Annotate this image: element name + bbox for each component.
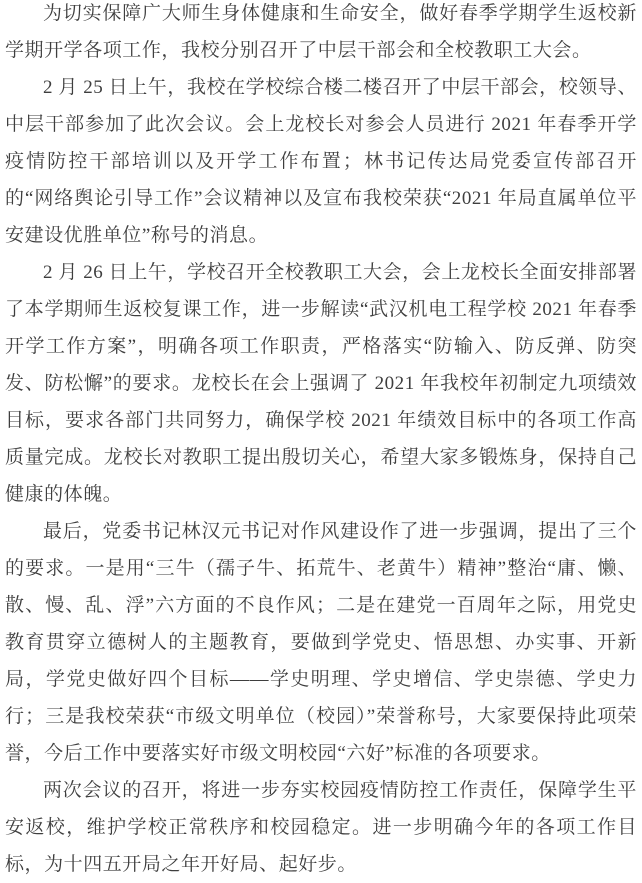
paragraph-work-style: 最后，党委书记林汉元书记对作风建设作了进一步强调，提出了三个的要求。一是用“三牛（孺子牛、拓荒牛、老黄牛）精神”整治“庸、懒、散、慢、乱、浮”六方面的不良作风；二是在建党一百周年之际，用党史教育贯穿立德树人的主题教育，要做到学党史、悟思想、办实事、开新局，学党史做好四个目标——学史明理、学史增信、学史崇德、学史力行；三是我校荣获“市级文明单位（校园）”荣誉称号，大家要保持此项荣誉，今后工作中要落实好市级文明校园“六好”标准的各项要求。 [5, 521, 637, 764]
paragraph-intro: 为切实保障广大师生身体健康和生命安全，做好春季学期学生返校新学期开学各项工作，我校分别召开了中层干部会和全校教职工大会。 [5, 3, 637, 61]
paragraph-cadre-meeting: 2 月 25 日上午，我校在学校综合楼二楼召开了中层干部会，校领导、中层干部参加了此次会议。会上龙校长对参会人员进行 2021 年春季开学疫情防控干部培训以及开学工作布置；林书记传达局党委宣传部召开的“网络舆论引导工作”会议精神以及宣布我校荣获“2021 年局直属单位平安建设优胜单位”称号的消息。 [5, 77, 637, 246]
paragraph-conclusion: 两次会议的召开，将进一步夯实校园疫情防控工作责任，保障学生平安返校，维护学校正常秩序和校园稳定。进一步明确今年的各项工作目标，为十四五开局之年开好局、起好步。 [5, 780, 637, 875]
paragraph-staff-meeting: 2 月 26 日上午，学校召开全校教职工大会，会上龙校长全面安排部署了本学期师生返校复课工作，进一步解读“武汉机电工程学校 2021 年春季开学工作方案”，明确各项工作职责，严格落实“防输入、防反弹、防突发、防松懈”的要求。龙校长在会上强调了 2021 年我校年初制定九项绩效目标，要求各部门共同努力，确保学校 2021 年绩效目标中的各项工作高质量完成。龙校长对教职工提出殷切关心，希望大家多锻炼身，保持自己健康的体魄。 [5, 262, 637, 505]
